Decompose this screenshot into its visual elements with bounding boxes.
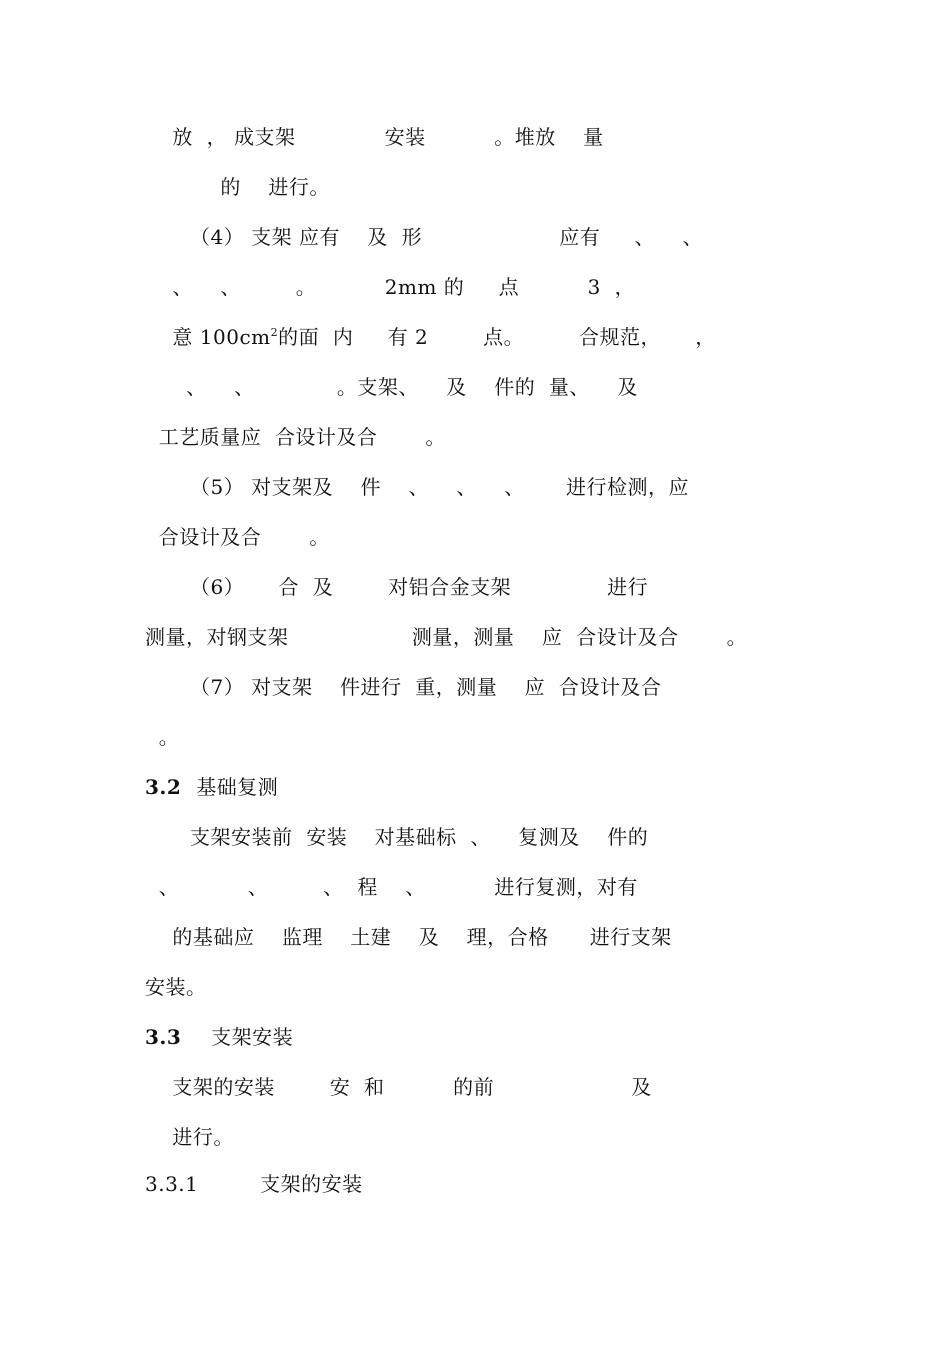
section-title: 支架安装 [211, 1025, 294, 1049]
section-3-2-line: 支架安装前 安装 对基础标 、 复测及 件的 [190, 825, 690, 849]
item-5-line: （5） 对支架及 件 、 、 、 进行检测，应 [190, 475, 689, 499]
item-5-line: 合设计及合 。 [145, 525, 330, 549]
item-4-line-with-superscript [145, 325, 716, 349]
section-number: 3.3.1 [145, 1172, 199, 1196]
section-3-3-line: 支架的安装 安 和 的前 及 [145, 1075, 680, 1099]
item-6-line: 测量，对钢支架 测量，测量 应 合设计及合 。 [145, 625, 748, 649]
text-segment: 的面 内 有 2 点。 合规范， ， [278, 325, 716, 349]
item-7-line: 。 [145, 725, 180, 749]
section-number: 3.2 [145, 775, 182, 799]
section-3-2-line: 、 、 、 程 、 进行复测，对有 [145, 875, 638, 899]
section-3-2-line: 的基础应 监理 土建 及 理，合格 进行支架 [145, 925, 672, 949]
section-title: 基础复测 [196, 775, 279, 799]
item-4-line: 、 、 。 2mm 的 点 3 ， [145, 275, 636, 299]
text-line: 放 ， 成支架 安装 。堆放 量 [145, 125, 611, 149]
section-heading-3-2 [145, 775, 278, 799]
section-heading-3-3 [145, 1025, 293, 1049]
item-6-line: （6） 合 及 对铝合金支架 进行 [190, 575, 676, 599]
text-line: 的 进行。 [145, 175, 330, 199]
item-7-line: （7） 对支架 件进行 重，测量 应 合设计及合 [190, 675, 689, 699]
section-heading-3-3-1 [145, 1172, 363, 1196]
text-segment: 意 100cm [145, 325, 271, 349]
section-title: 支架的安装 [218, 1172, 363, 1196]
section-3-2-line: 安装。 [145, 975, 207, 999]
item-4-line: 、 、 。支架、 及 件的 量、 及 [145, 375, 638, 399]
section-number: 3.3 [145, 1025, 182, 1049]
section-3-3-line: 进行。 [145, 1125, 234, 1149]
item-4-line: （4） 支架 应有 及 形 应有 、 、 [190, 225, 703, 249]
superscript: 2 [270, 326, 279, 339]
item-4-line: 工艺质量应 合设计及合 。 [145, 425, 446, 449]
